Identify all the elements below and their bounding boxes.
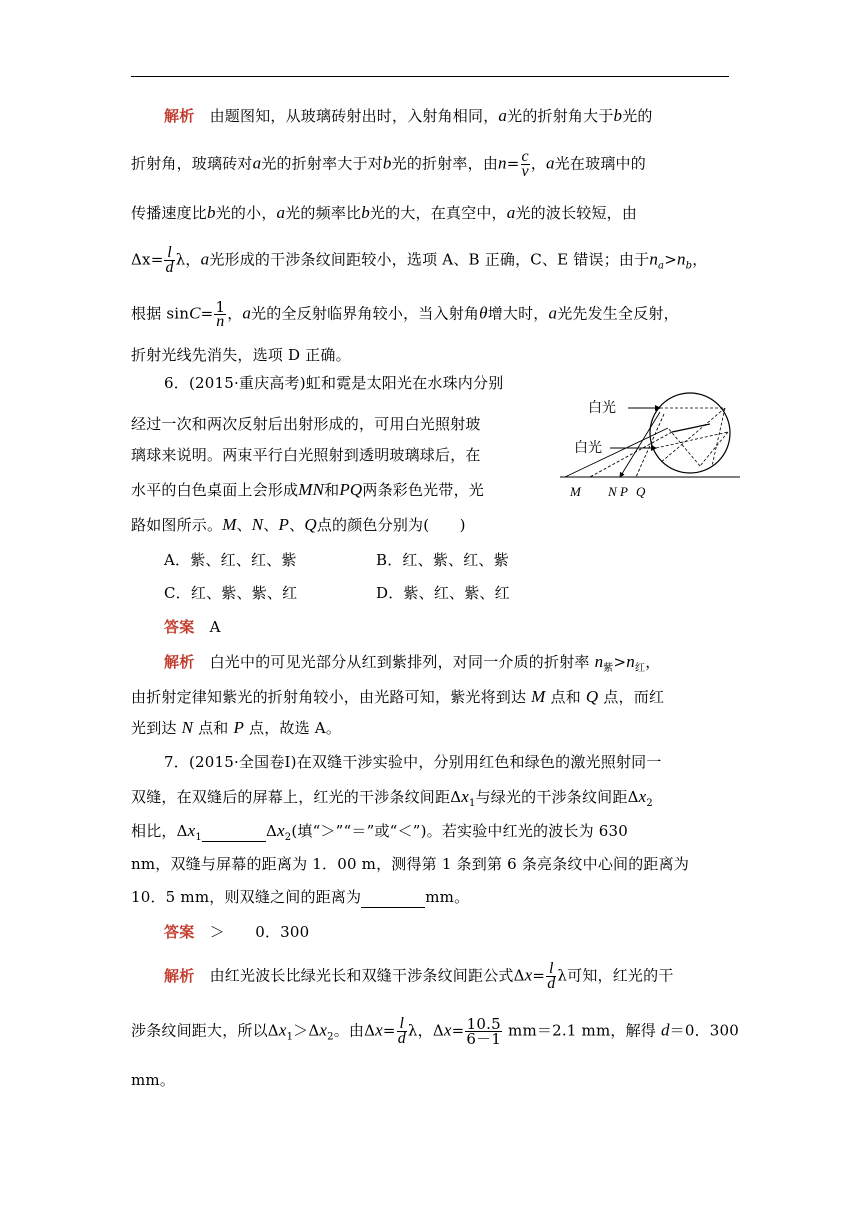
q7-answer: 答案 ＞ 0．300 [164, 923, 310, 941]
q6-line-2: 经过一次和两次反射后出射形成的，可用白光照射玻 [131, 415, 481, 433]
q6-line-3: 璃球来说明。两束平行白光照射到透明玻璃球后，在 [131, 446, 481, 464]
fraction-1-over-n: $\frac{1}{n}$ [215, 298, 226, 330]
option-c: C．红、紫、紫、红 [164, 584, 298, 602]
fraction-l-over-d: $\frac{l}{d}$ [165, 244, 174, 276]
label-Q: Q [636, 484, 646, 499]
q7-analysis-line-3: mm。 [131, 1071, 176, 1089]
q7-line-3: 相比，$\Delta x_1$ $\Delta x_2$(填“＞”“＝”或“＜”)。若实验中红光的波长为 630 [131, 821, 629, 843]
q6-line-1: 6．(2015·重庆高考)虹和霓是太阳光在水珠内分别 [164, 374, 504, 392]
option-b: B．红、紫、红、紫 [376, 551, 509, 569]
q6-analysis-line-3: 光到达 N 点和 P 点，故选 A。 [131, 718, 342, 737]
q7-analysis-line-2: 涉条纹间距大，所以$\Delta x_1>\Delta x_2$。由Δx= $\frac{l}{d}$ λ，Δx= $\frac{10.5}{6-1}$ mm＝2.1 mm，解得 d＝0．300 [131, 1015, 740, 1048]
label-white-light-2: 白光 [574, 439, 602, 455]
q7-line-4: nm，双缝与屏幕的距离为 1．00 m，测得第 1 条到第 6 条亮条纹中心间的距离为 [131, 855, 690, 873]
header-rule [131, 76, 729, 77]
label-M: M [570, 484, 581, 499]
analysis-line-2: 折射角，玻璃砖对a光的折射率大于对b光的折射率，由n= $\frac{c}{v}$ ，a光在玻璃中的 [131, 148, 646, 180]
option-a: A．紫、红、红、紫 [164, 551, 297, 569]
analysis-line-5: 根据 sinC= $\frac{1}{n}$ ，a光的全反射临界角较小，当入射角θ增大时，a光先发生全反射， [131, 298, 679, 330]
analysis-line-6: 折射光线先消失，选项 D 正确。 [131, 346, 351, 364]
label-white-light-1: 白光 [588, 399, 616, 415]
blank-1[interactable] [202, 821, 266, 842]
analysis-line-3: 传播速度比b光的小，a光的频率比b光的大，在真空中，a光的波长较短，由 [131, 203, 638, 222]
q7-analysis-line-1: 解析 由红光波长比绿光长和双缝干涉条纹间距公式Δx= $\frac{l}{d}$ λ可知，红光的干 [164, 960, 674, 992]
q6-answer: 答案 A [164, 618, 221, 636]
label-N: N [608, 484, 617, 499]
q6-analysis-line-2: 由折射定律知紫光的折射角较小，由光路可知，紫光将到达 M 点和 Q 点，而红 [131, 687, 665, 706]
q6-line-5: 路如图所示。M、N、P、Q点的颜色分别为( ) [131, 515, 466, 534]
q6-analysis-line-1: 解析 白光中的可见光部分从红到紫排列，对同一介质的折射率 $n_紫>n_红$， [164, 652, 661, 674]
blank-2[interactable] [361, 887, 425, 908]
option-d: D．紫、红、紫、红 [376, 584, 510, 602]
q7-line-2: 双缝，在双缝后的屏幕上，红光的干涉条纹间距$\Delta x_1$与绿光的干涉条纹间距$\Delta x_2$ [131, 787, 653, 809]
fraction-10.5-over-5: $\frac{10.5}{6-1}$ [466, 1015, 502, 1048]
rainbow-diagram [560, 388, 740, 503]
fraction-c-over-v: $\frac{c}{v}$ [521, 148, 529, 180]
q6-line-4: 水平的白色桌面上会形成MN和PQ两条彩色光带，光 [131, 480, 484, 499]
q7-line-1: 7．(2015·全国卷Ⅰ)在双缝干涉实验中，分别用红色和绿色的激光照射同一 [164, 753, 662, 771]
q7-line-5: 10．5 mm，则双缝之间的距离为 mm。 [131, 888, 470, 906]
analysis-line-1: 解析 由题图知，从玻璃砖射出时，入射角相同，a光的折射角大于b光的 [164, 106, 653, 125]
label-P: P [620, 484, 628, 499]
analysis-label: 解析 [164, 107, 195, 125]
analysis-line-4: Δx= $\frac{l}{d}$ λ，a光形成的干涉条纹间距较小，选项 A、B 正确，C、E 错误；由于$n_a>n_b$， [131, 244, 708, 276]
